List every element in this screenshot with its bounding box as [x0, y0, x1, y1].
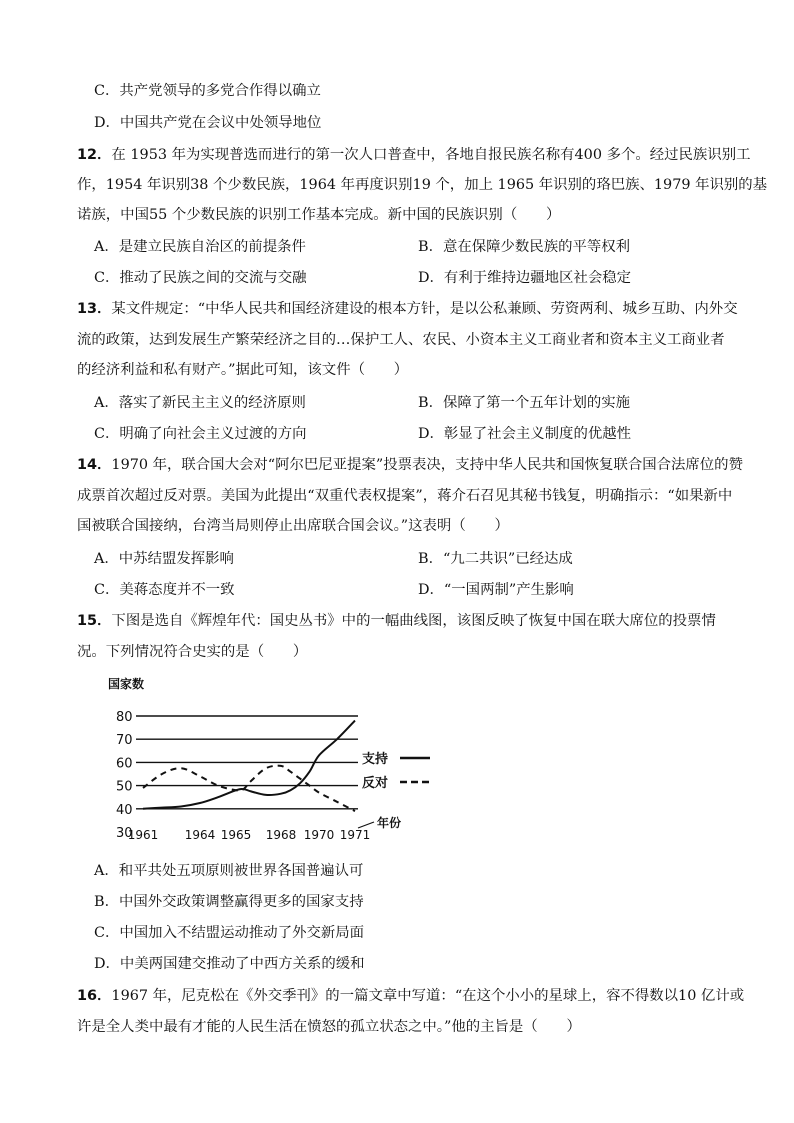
- x-tick-1965: 1965: [220, 828, 252, 842]
- q12-stem-2: 作，1954 年识别38 个少数民族，1964 年再度识别19 个，加上 1965 年识别的珞巴族、1979 年识别的基: [77, 177, 768, 193]
- q14-stem-3: 国被联合国接纳，台湾当局则停止出席联合国会议。”这表明（ ）: [77, 518, 509, 534]
- q14-option-b: B．“九二共识”已经达成: [418, 551, 573, 567]
- series-line-2: [143, 766, 355, 811]
- legend-label-2: 反对: [362, 776, 389, 791]
- q13-option-c: C．明确了向社会主义过渡的方向: [94, 426, 307, 442]
- q12-stem-1: 在 1953 年为实现普选而进行的第一次人口普查中，各地自报民族名称有400 多个。经过民族识别工: [111, 147, 751, 163]
- q16-number: 16．: [77, 988, 112, 1004]
- q13-option-b: B．保障了第一个五年计划的实施: [418, 395, 631, 411]
- q12-stem-3: 诺族，中国55 个少数民族的识别工作基本完成。新中国的民族识别（ ）: [77, 207, 561, 223]
- y-tick-40: 40: [116, 802, 133, 818]
- q14-line-1: [77, 455, 743, 475]
- y-tick-80: 80: [116, 710, 133, 725]
- x-tick-1970: 1970: [303, 828, 335, 842]
- q16-stem-1: 1967 年，尼克松在《外交季刊》的一篇文章中写道：“在这个小小的星球上，容不得数以10 亿计或: [111, 988, 745, 1004]
- q12-option-d: D．有利于维持边疆地区社会稳定: [418, 270, 632, 286]
- x-axis-title: 年份: [377, 816, 402, 830]
- x-tick-1961: 1961: [127, 828, 159, 842]
- q15-stem-1: 下图是选自《辉煌年代：国史丛书》中的一幅曲线图，该图反映了恢复中国在联大席位的投票情: [111, 613, 716, 629]
- y-axis-title: 国家数: [108, 677, 145, 691]
- q13-option-d: D．彰显了社会主义制度的优越性: [418, 426, 632, 442]
- x-tick-1971: 1971: [339, 828, 371, 842]
- q15-option-c: C．中国加入不结盟运动推动了外交新局面: [94, 925, 365, 941]
- x-tick-1968: 1968: [265, 828, 297, 842]
- q15-option-b: B．中国外交政策调整赢得更多的国家支持: [94, 894, 364, 910]
- q11-option-c: C．共产党领导的多党合作得以确立: [94, 83, 321, 99]
- q14-stem-2: 成票首次超过反对票。美国为此提出“双重代表权提案”，蒋介石召见其秘书钱复，明确指示：“如果新中: [77, 488, 733, 504]
- q16-stem-2: 许是全人类中最有才能的人民生活在愤怒的孤立状态之中。”他的主旨是（ ）: [77, 1019, 581, 1035]
- vote-line-chart: [100, 672, 445, 854]
- q12-option-a: A．是建立民族自治区的前提条件: [94, 239, 306, 255]
- q12-line-1: [77, 145, 750, 165]
- q14-option-a: A．中苏结盟发挥影响: [94, 551, 234, 567]
- q15-option-a: A．和平共处五项原则被世界各国普遍认可: [94, 863, 364, 879]
- q11-option-d: D．中国共产党在会议中处领导地位: [94, 115, 322, 131]
- q15-number: 15．: [77, 613, 112, 629]
- q14-stem-1: 1970 年，联合国大会对“阿尔巴尼亚提案”投票表决，支持中华人民共和国恢复联合国合法席位的赞: [111, 457, 743, 473]
- q15-line-1: [77, 611, 716, 631]
- y-tick-70: 70: [116, 733, 133, 749]
- q14-option-d: D．“一国两制”产生影响: [418, 582, 574, 598]
- x-tick-1964: 1964: [184, 828, 216, 842]
- q13-option-a: A．落实了新民主主义的经济原则: [94, 395, 306, 411]
- series-line-1: [143, 721, 355, 809]
- q13-stem-3: 的经济利益和私有财产。”据此可知，该文件（ ）: [77, 362, 409, 378]
- q14-number: 14．: [77, 457, 112, 473]
- q12-number: 12．: [77, 147, 112, 163]
- q13-number: 13．: [77, 301, 112, 317]
- q12-option-b: B．意在保障少数民族的平等权利: [418, 239, 631, 255]
- y-tick-50: 50: [116, 779, 133, 795]
- q13-stem-2: 流的政策，达到发展生产繁荣经济之目的…保护工人、农民、小资本主义工商业者和资本主义工商业者: [77, 332, 725, 348]
- y-tick-60: 60: [116, 756, 133, 772]
- q15-option-d: D．中美两国建交推动了中西方关系的缓和: [94, 956, 365, 972]
- q14-option-c: C．美蒋态度并不一致: [94, 582, 235, 598]
- q13-stem-1: 某文件规定：“中华人民共和国经济建设的根本方针，是以公私兼顾、劳资两利、城乡互助、内外交: [111, 301, 738, 317]
- q16-line-1: [77, 986, 744, 1006]
- q13-line-1: [77, 299, 738, 319]
- y-tick-30: 30: [116, 826, 133, 841]
- q12-option-c: C．推动了民族之间的交流与交融: [94, 270, 307, 286]
- q15-stem-2: 况。下列情况符合史实的是（ ）: [77, 644, 308, 660]
- legend-label-1: 支持: [362, 752, 389, 767]
